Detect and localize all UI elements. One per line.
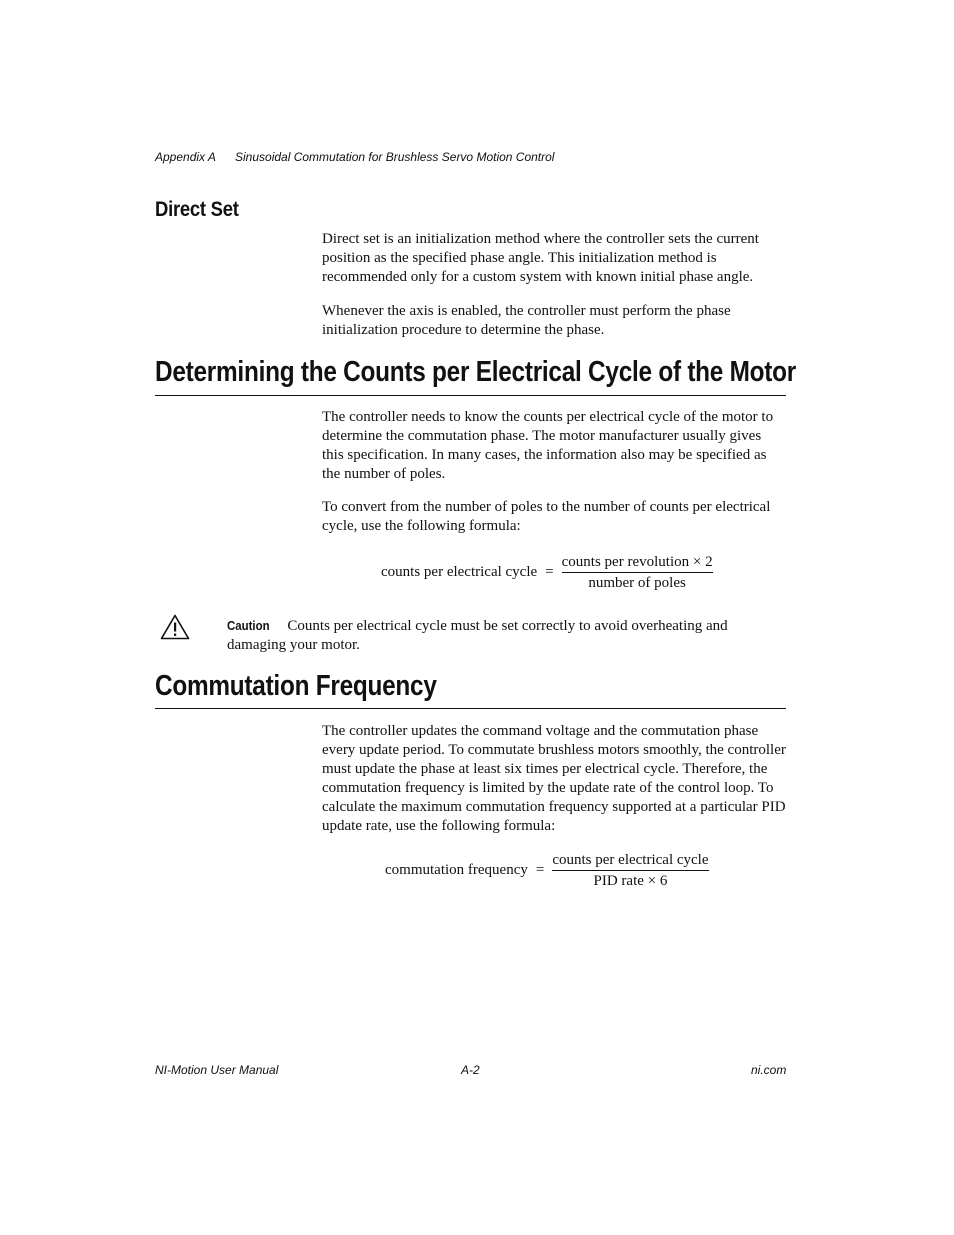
- running-header: [155, 150, 554, 164]
- formula-fraction: [562, 553, 713, 592]
- heading-rule: [155, 708, 786, 709]
- formula-equals: =: [545, 564, 554, 580]
- paragraph: To convert from the number of poles to the number of counts per electrical cycle, use the following formula:: [322, 499, 771, 534]
- heading-counts-per-cycle: Determining the Counts per Electrical Cycle of the Motor: [155, 356, 797, 388]
- chapter-label: Appendix A: [155, 150, 216, 164]
- footer-manual-title: NI-Motion User Manual: [155, 1063, 279, 1077]
- formula-counts-per-cycle: [381, 553, 713, 592]
- footer-page-number: A-2: [461, 1063, 480, 1077]
- formula-numerator: counts per electrical cycle: [552, 851, 708, 871]
- formula-denominator: PID rate × 6: [593, 873, 668, 889]
- paragraph: Direct set is an initialization method where the controller sets the current position as the specified phase angle. This initialization method is recommended only for a custom system with known initial phase angle.: [322, 231, 759, 285]
- caution-icon: [160, 614, 190, 640]
- paragraph: Whenever the axis is enabled, the controller must perform the phase initialization procedure to determine the phase.: [322, 303, 731, 338]
- heading-commutation-frequency: Commutation Frequency: [155, 670, 437, 702]
- formula-lhs: counts per electrical cycle: [381, 564, 538, 580]
- footer-website: ni.com: [751, 1063, 787, 1077]
- formula-equals: =: [535, 862, 545, 878]
- heading-direct-set: Direct Set: [155, 198, 239, 221]
- formula-denominator: number of poles: [588, 575, 686, 591]
- formula-numerator: counts per revolution × 2: [562, 553, 713, 573]
- chapter-title: Sinusoidal Commutation for Brushless Servo Motion Control: [235, 150, 555, 164]
- paragraph: The controller updates the command voltage and the commutation phase every update period. To commutate brushless motors smoothly, the controller must update the phase at least six times per electrical cycle. Therefore, the commutation frequency is limited by the update rate of the control loop. To calculate the maximum commutation frequency supported at a particular PID update rate, use the following formula:: [322, 723, 786, 834]
- formula-commutation-frequency: [385, 851, 709, 890]
- caution-note: [227, 616, 787, 655]
- formula-fraction: [552, 851, 708, 890]
- paragraph: The controller needs to know the counts per electrical cycle of the motor to determine the commutation phase. The motor manufacturer usually gives this specification. In many cases, the information also may be specified as the number of poles.: [322, 409, 774, 482]
- formula-lhs: commutation frequency: [385, 862, 528, 878]
- caution-text: Counts per electrical cycle must be set correctly to avoid overheating and damaging your motor.: [227, 618, 728, 653]
- caution-label: Caution: [227, 618, 270, 633]
- heading-rule: [155, 395, 786, 396]
